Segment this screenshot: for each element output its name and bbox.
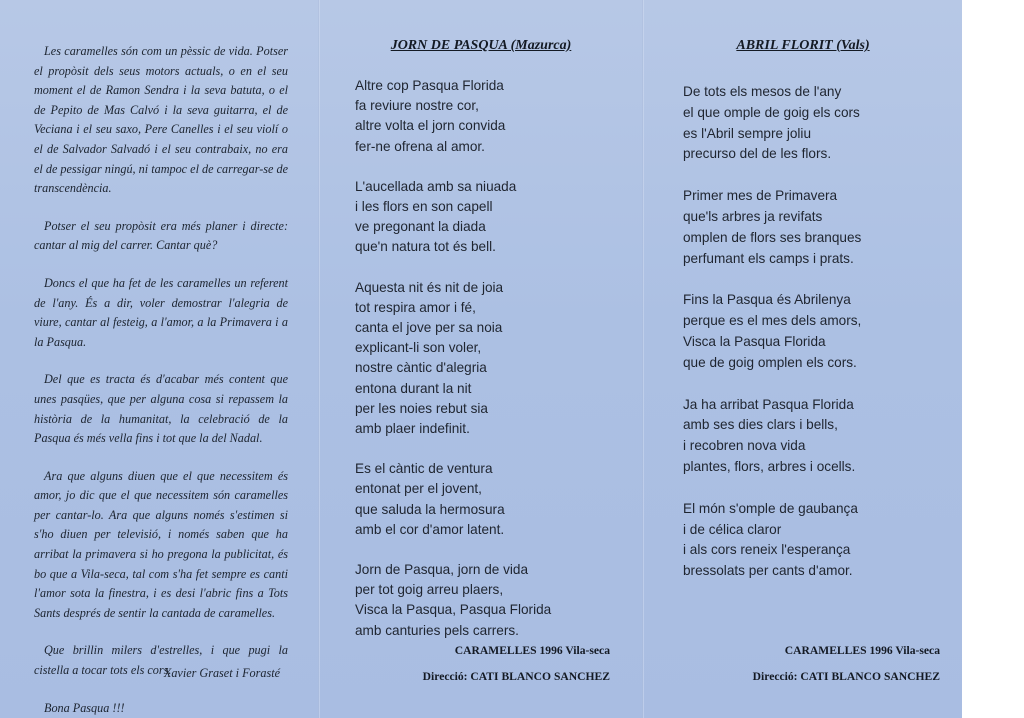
song-lyrics <box>355 76 677 661</box>
right-panel <box>644 0 962 718</box>
verse-line: Visca la Pasqua, Pasqua Florida <box>355 602 552 618</box>
verse-line: amb canturies pels carrers. <box>355 622 519 638</box>
verse-line: fer-ne ofrena al amor. <box>355 138 485 154</box>
greeting: Bona Pasqua !!! <box>44 700 125 715</box>
verse-line: Jorn de Pasqua, jorn de vida <box>355 562 529 578</box>
verse-line: canta el jove per sa noia <box>355 320 503 336</box>
stanza <box>683 290 962 373</box>
song-title: ABRIL FLORIT (Vals) <box>736 38 870 53</box>
verse-line: per tot goig arreu plaers, <box>355 582 504 598</box>
intro-text <box>34 42 288 718</box>
verse-line: precurso del de les flors. <box>683 146 832 162</box>
stanza <box>683 395 962 478</box>
verse-line: El món s'omple de gaubança <box>683 500 858 516</box>
verse-line: Ja ha arribat Pasqua Florida <box>683 396 854 412</box>
verse-line: que'n natura tot és bell. <box>355 239 496 255</box>
verse-line: entonat per el jovent, <box>355 481 482 497</box>
stanza <box>355 560 677 641</box>
song-title: JORN DE PASQUA (Mazurca) <box>390 38 572 53</box>
footer-director: Direcció: CATI BLANCO SANCHEZ <box>422 670 610 683</box>
footer-event: CARAMELLES 1996 Vila-seca <box>454 644 610 657</box>
verse-line: omplen de flors ses branques <box>683 229 862 245</box>
paragraph: Les caramelles són com un pèssic de vida. Potser el propòsit dels seus motors actuals, o en el seu moment el de Ramon Sendra i la seva batuta, o el de Pepito de Mas Calvó i la seva guitarra, el de Veciana i el seu saxo, Pere Canelles i el seu violí o el de Salvador Salvadó i el seu contrabaix, no era el de pessigar ningú, ni tampoc el de carregar-se de transcendència. <box>34 44 288 196</box>
verse-line: perque es el mes dels amors, <box>683 313 862 329</box>
footer-director: Direcció: CATI BLANCO SANCHEZ <box>752 670 940 683</box>
verse-line: fa reviure nostre cor, <box>355 98 479 114</box>
stanza <box>683 186 962 269</box>
paragraph: Doncs el que ha fet de les caramelles un referent de l'any. És a dir, voler demostrar l'alegria de viure, cantar al festeig, a l'amor, a la Primavera i a la Pasqua. <box>34 275 288 349</box>
stanza <box>355 76 677 157</box>
paragraph: Que brillin milers d'estrelles, i que pugi la cistella a tocar tots els cors. <box>34 643 288 678</box>
verse-line: altre volta el jorn convida <box>355 118 506 134</box>
verse-line: plantes, flors, arbres i ocells. <box>683 458 856 474</box>
stanza <box>355 459 677 540</box>
verse-line: que de goig omplen els cors. <box>683 354 857 370</box>
stanza <box>355 177 677 258</box>
verse-line: per les noies rebut sia <box>355 400 488 416</box>
verse-line: i de célica claror <box>683 521 782 537</box>
verse-line: entona durant la nit <box>355 380 472 396</box>
verse-line: amb el cor d'amor latent. <box>355 521 505 537</box>
verse-line: i les flors en son capell <box>355 199 493 215</box>
verse-line: perfumant els camps i prats. <box>683 250 854 266</box>
verse-line: amb plaer indefinit. <box>355 421 470 437</box>
verse-line: bressolats per cants d'amor. <box>683 563 853 579</box>
verse-line: nostre càntic d'alegria <box>355 360 487 376</box>
verse-line: L'aucellada amb sa niuada <box>355 178 517 194</box>
verse-line: amb ses dies clars i bells, <box>683 417 838 433</box>
verse-line: Visca la Pasqua Florida <box>683 333 826 349</box>
verse-line: Altre cop Pasqua Florida <box>355 78 504 93</box>
verse-line: tot respira amor i fé, <box>355 299 476 315</box>
author-signature: Xavier Graset i Forasté <box>163 666 280 680</box>
verse-line: i recobren nova vida <box>683 438 806 454</box>
middle-panel <box>320 0 642 718</box>
stanza <box>683 499 962 582</box>
verse-line: es l'Abril sempre joliu <box>683 125 812 141</box>
verse-line: Es el càntic de ventura <box>355 461 493 477</box>
paragraph: Ara que alguns diuen que el que necessitem és amor, jo dic que el que necessitem són caramelles per cantar-lo. Ara que alguns només s'estimen si s'ho diuen per televisió, i només saben que ha arribat la primavera si ho pregona la publicitat, és bo que a Vila-seca, tal com s'ha fet sempre es canti l'amor sota la finestra, i es desi l'abric fins a Tots Sants després de sentir la cantada de caramelles. <box>34 468 288 620</box>
verse-line: Fins la Pasqua és Abrilenya <box>683 292 851 308</box>
stanza <box>355 278 677 440</box>
verse-line: que saluda la hermosura <box>355 501 505 517</box>
footer-event: CARAMELLES 1996 Vila-seca <box>784 644 940 657</box>
verse-line: que'ls arbres ja revifats <box>683 208 823 224</box>
paragraph: Potser el seu propòsit era més planer i directe: cantar al mig del carrer. Cantar què? <box>34 218 288 253</box>
paragraph: Del que es tracta és d'acabar més content que unes pasqües, que per alguna cosa si repassem la història de la humanitat, la celebració de la Pasqua és més vella fins i tot que la del Nadal. <box>34 372 288 446</box>
verse-line: De tots els mesos de l'any <box>683 84 842 99</box>
verse-line: ve pregonant la diada <box>355 219 486 235</box>
verse-line: Primer mes de Primavera <box>683 188 838 204</box>
stanza <box>683 82 962 165</box>
verse-line: el que omple de goig els cors <box>683 104 860 120</box>
verse-line: i als cors reneix l'esperança <box>683 542 851 558</box>
verse-line: explicant-li son voler, <box>355 340 482 356</box>
song-lyrics <box>683 82 962 603</box>
left-panel <box>0 0 318 718</box>
verse-line: Aquesta nit és nit de joia <box>355 279 504 295</box>
